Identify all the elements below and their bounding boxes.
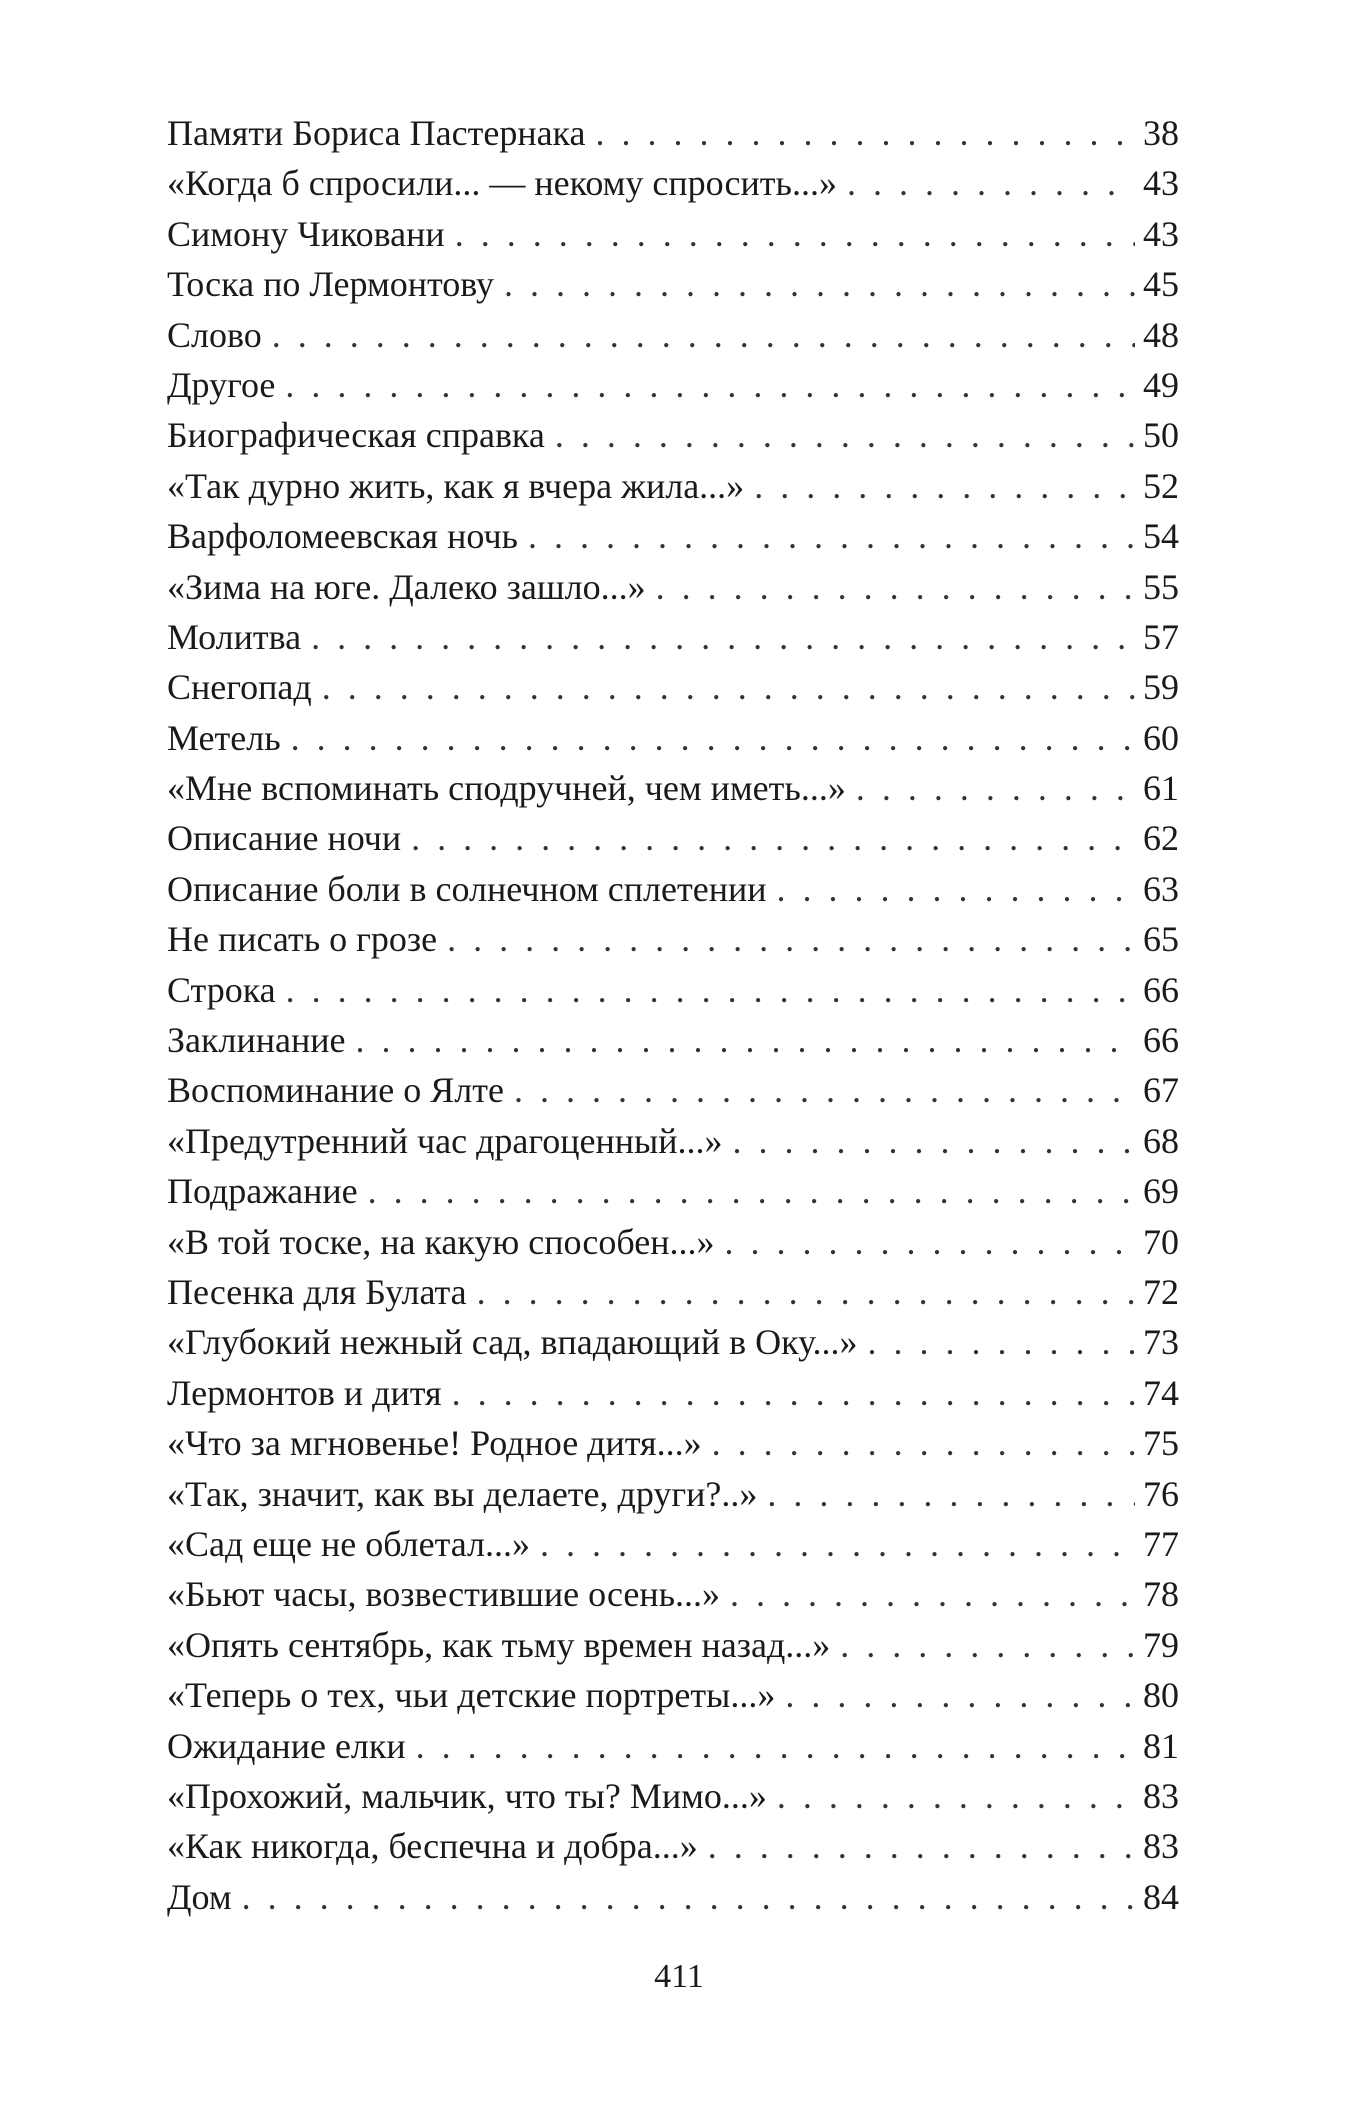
toc-entry xyxy=(167,1670,1179,1720)
toc-entry xyxy=(167,1317,1179,1367)
dot-leader xyxy=(356,1015,1136,1065)
toc-entry-title: «Так, значит, как вы делаете, други?..» xyxy=(167,1473,758,1514)
dot-leader xyxy=(311,612,1135,662)
toc-entry xyxy=(167,1015,1179,1065)
toc-entry xyxy=(167,209,1179,259)
toc-entry xyxy=(167,914,1179,964)
toc-entry-page: 74 xyxy=(1143,1372,1179,1413)
toc-entry xyxy=(167,864,1179,914)
dot-leader xyxy=(708,1821,1135,1871)
toc-entry-page: 38 xyxy=(1143,113,1179,153)
toc-entry-page: 45 xyxy=(1143,264,1179,305)
dot-leader xyxy=(712,1418,1135,1468)
toc-entry xyxy=(167,1267,1179,1317)
toc-entry-title: Памяти Бориса Пастернака xyxy=(167,113,586,153)
dot-leader xyxy=(514,1065,1135,1115)
toc-entry-page: 83 xyxy=(1143,1775,1179,1816)
toc-entry xyxy=(167,813,1179,863)
toc-entry-title: Биографическая справка xyxy=(167,415,545,456)
dot-leader xyxy=(767,1469,1135,1519)
toc-entry-page: 84 xyxy=(1143,1876,1179,1917)
dot-leader xyxy=(856,763,1135,813)
toc-entry-page: 67 xyxy=(1143,1070,1179,1111)
toc-entry xyxy=(167,1519,1179,1569)
toc-entry xyxy=(167,108,1179,158)
toc-entry-title: Лермонтов и дитя xyxy=(167,1372,442,1413)
toc-entry xyxy=(167,1418,1179,1468)
dot-leader xyxy=(504,259,1135,309)
toc-entry-page: 70 xyxy=(1143,1221,1179,1262)
toc-entry-page: 80 xyxy=(1143,1675,1179,1716)
toc-entry-page: 68 xyxy=(1143,1120,1179,1161)
dot-leader xyxy=(733,1116,1136,1166)
toc-entry-title: Заклинание xyxy=(167,1020,346,1061)
toc-entry-page: 79 xyxy=(1143,1624,1179,1665)
dot-leader xyxy=(272,310,1135,360)
dot-leader xyxy=(777,1771,1135,1821)
dot-leader xyxy=(847,158,1135,208)
toc-entry-title: Описание боли в солнечном сплетении xyxy=(167,868,767,909)
toc-entry-page: 66 xyxy=(1143,1020,1179,1061)
toc-entry-page: 73 xyxy=(1143,1322,1179,1363)
toc-entry-title: Воспоминание о Ялте xyxy=(167,1070,504,1111)
toc-entry-title: «Когда б спросили... — некому спросить...» xyxy=(167,163,837,204)
dot-leader xyxy=(285,360,1135,410)
toc-entry xyxy=(167,1217,1179,1267)
toc-entry-title: «Что за мгновенье! Родное дитя...» xyxy=(167,1423,702,1464)
toc-entry-page: 43 xyxy=(1143,213,1179,254)
toc-entry-title: Не писать о грозе xyxy=(167,919,438,960)
toc-entry xyxy=(167,1065,1179,1115)
toc-entry-title: Снегопад xyxy=(167,667,312,708)
dot-leader xyxy=(322,662,1135,712)
toc-entry-page: 65 xyxy=(1143,919,1179,960)
dot-leader xyxy=(725,1217,1136,1267)
toc-entry-title: Слово xyxy=(167,314,262,355)
dot-leader xyxy=(416,1721,1135,1771)
toc-entry-page: 63 xyxy=(1143,868,1179,909)
toc-entry-title: Варфоломеевская ночь xyxy=(167,516,518,557)
dot-leader xyxy=(656,562,1135,612)
toc-entry xyxy=(167,1469,1179,1519)
toc-entry xyxy=(167,259,1179,309)
toc-entry-title: «Глубокий нежный сад, впадающий в Оку...» xyxy=(167,1322,858,1363)
toc-entry xyxy=(167,1569,1179,1619)
dot-leader xyxy=(528,511,1135,561)
toc-entry-title: «Мне вспоминать сподручней, чем иметь...» xyxy=(167,768,846,809)
toc-entry xyxy=(167,360,1179,410)
dot-leader xyxy=(868,1317,1135,1367)
toc-entry-title: Другое xyxy=(167,364,276,405)
toc-entry-title: «Так дурно жить, как я вчера жила...» xyxy=(167,465,745,506)
dot-leader xyxy=(291,713,1135,763)
toc-entry-title: Молитва xyxy=(167,616,302,657)
toc-entry-title: «В той тоске, на какую способен...» xyxy=(167,1221,715,1262)
toc-entry-title: «Предутренний час драгоценный...» xyxy=(167,1120,723,1161)
toc-entry-page: 76 xyxy=(1143,1473,1179,1514)
toc-entry xyxy=(167,965,1179,1015)
toc-entry-title: «Зима на юге. Далеко зашло...» xyxy=(167,566,646,607)
toc-entry-page: 75 xyxy=(1143,1423,1179,1464)
toc-entry-title: Симону Чиковани xyxy=(167,213,445,254)
toc-entry-title: «Теперь о тех, чьи детские портреты...» xyxy=(167,1675,776,1716)
toc-entry xyxy=(167,1721,1179,1771)
dot-leader xyxy=(540,1519,1135,1569)
dot-leader xyxy=(477,1267,1135,1317)
toc-entry xyxy=(167,1771,1179,1821)
toc-entry xyxy=(167,713,1179,763)
toc-entry xyxy=(167,1116,1179,1166)
toc-entry-page: 83 xyxy=(1143,1826,1179,1867)
dot-leader xyxy=(555,410,1135,460)
toc-entry-page: 43 xyxy=(1143,163,1179,204)
toc-entry-page: 50 xyxy=(1143,415,1179,456)
toc-entry xyxy=(167,1821,1179,1871)
dot-leader xyxy=(242,1872,1135,1922)
dot-leader xyxy=(840,1620,1135,1670)
toc-entry-title: «Как никогда, беспечна и добра...» xyxy=(167,1826,698,1867)
toc-entry-title: «Сад еще не облетал...» xyxy=(167,1523,531,1564)
toc-entry xyxy=(167,1368,1179,1418)
dot-leader xyxy=(452,1368,1135,1418)
toc-entry-page: 60 xyxy=(1143,717,1179,758)
dot-leader xyxy=(785,1670,1135,1720)
toc-entry-page: 78 xyxy=(1143,1574,1179,1615)
toc-entry-page: 69 xyxy=(1143,1171,1179,1212)
dot-leader xyxy=(455,209,1135,259)
table-of-contents xyxy=(167,108,1179,1922)
toc-entry-title: Строка xyxy=(167,969,276,1010)
toc-entry-page: 61 xyxy=(1143,768,1179,809)
dot-leader xyxy=(595,108,1135,158)
toc-entry xyxy=(167,158,1179,208)
toc-entry xyxy=(167,1620,1179,1670)
toc-list xyxy=(167,108,1179,1922)
toc-entry-page: 49 xyxy=(1143,364,1179,405)
toc-entry-page: 55 xyxy=(1143,566,1179,607)
dot-leader xyxy=(447,914,1135,964)
toc-entry-title: Описание ночи xyxy=(167,818,402,859)
dot-leader xyxy=(754,461,1135,511)
toc-entry-page: 66 xyxy=(1143,969,1179,1010)
toc-entry-page: 72 xyxy=(1143,1271,1179,1312)
toc-entry-title: «Опять сентябрь, как тьму времен назад...» xyxy=(167,1624,831,1665)
toc-entry-page: 54 xyxy=(1143,516,1179,557)
toc-entry-page: 48 xyxy=(1143,314,1179,355)
toc-entry-title: Подражание xyxy=(167,1171,358,1212)
toc-entry xyxy=(167,612,1179,662)
toc-entry xyxy=(167,310,1179,360)
toc-entry-page: 77 xyxy=(1143,1523,1179,1564)
toc-entry xyxy=(167,1166,1179,1216)
dot-leader xyxy=(368,1166,1135,1216)
toc-entry-title: Тоска по Лермонтову xyxy=(167,264,495,305)
toc-entry-page: 81 xyxy=(1143,1725,1179,1766)
toc-entry-page: 52 xyxy=(1143,465,1179,506)
toc-entry xyxy=(167,763,1179,813)
toc-entry-title: Дом xyxy=(167,1876,232,1917)
toc-entry xyxy=(167,511,1179,561)
toc-entry-page: 62 xyxy=(1143,818,1179,859)
toc-entry-page: 59 xyxy=(1143,667,1179,708)
toc-entry-title: Метель xyxy=(167,717,281,758)
dot-leader xyxy=(286,965,1135,1015)
toc-entry xyxy=(167,1872,1179,1922)
toc-entry xyxy=(167,461,1179,511)
toc-entry-title: «Бьют часы, возвестившие осень...» xyxy=(167,1574,721,1615)
dot-leader xyxy=(776,864,1135,914)
toc-entry xyxy=(167,562,1179,612)
dot-leader xyxy=(730,1569,1135,1619)
toc-entry-title: Ожидание елки xyxy=(167,1725,406,1766)
toc-entry xyxy=(167,662,1179,712)
page-number: 411 xyxy=(654,1958,704,1995)
toc-entry-title: Песенка для Булата xyxy=(167,1271,467,1312)
toc-entry xyxy=(167,410,1179,460)
toc-entry-title: «Прохожий, мальчик, что ты? Мимо...» xyxy=(167,1775,767,1816)
toc-entry-page: 57 xyxy=(1143,616,1179,657)
dot-leader xyxy=(411,813,1135,863)
